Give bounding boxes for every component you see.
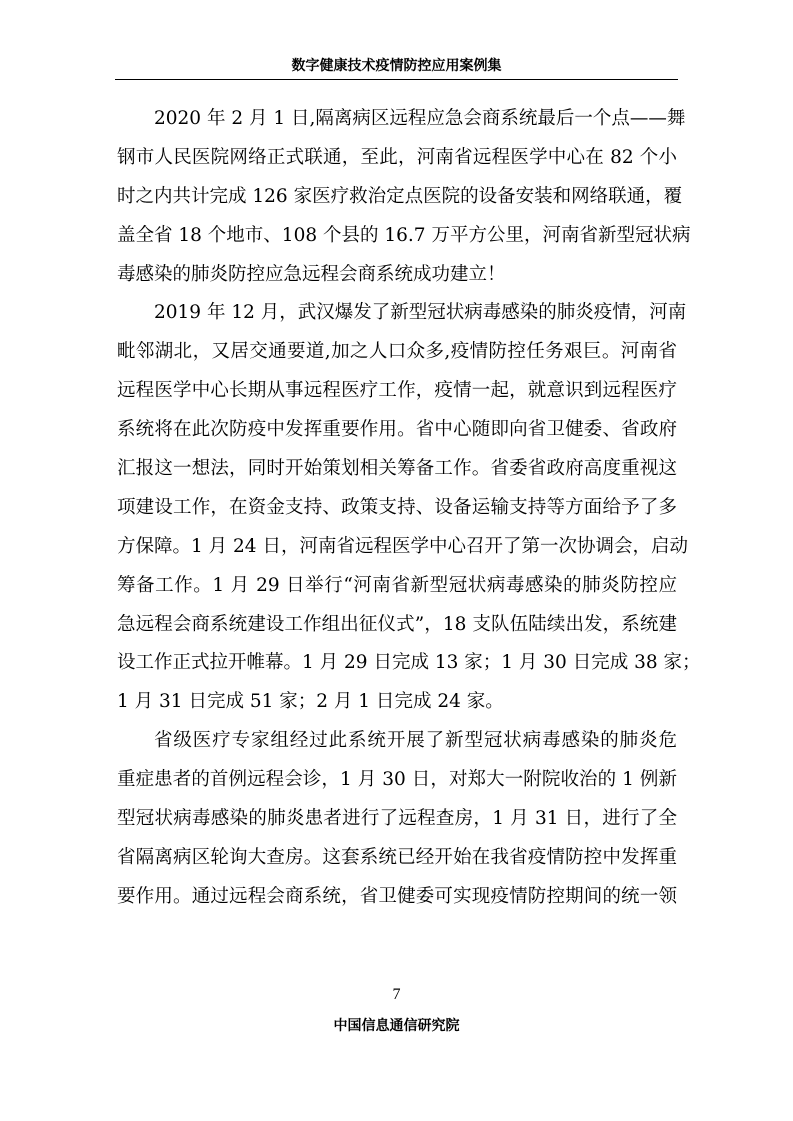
- text-line: 时之内共计完成 126 家医疗救治定点医院的设备安装和网络联通，覆: [117, 185, 683, 207]
- text-line: 汇报这一想法，同时开始策划相关筹备工作。省委省政府高度重视这: [117, 458, 677, 480]
- text-line: 1 月 31 日完成 51 家；2 月 1 日完成 24 家。: [117, 691, 504, 713]
- text-line: 2020 年 2 月 1 日,隔离病区远程应急会商系统最后一个点——舞: [154, 108, 686, 129]
- text-line: 毒感染的肺炎防控应急远程会商系统成功建立！: [117, 263, 506, 285]
- page-header-title: 数字健康技术疫情防控应用案例集: [291, 58, 502, 74]
- text-line: 设工作正式拉开帷幕。1 月 29 日完成 13 家；1 月 30 日完成 38 家；: [117, 652, 701, 674]
- paragraph-1: [117, 100, 691, 294]
- text-line: 钢市人民医院网络正式联通，至此，河南省远程医学中心在 82 个小: [117, 146, 677, 168]
- text-line: 盖全省 18 个地市、108 个县的 16.7 万平方公里，河南省新型冠状病: [117, 224, 691, 246]
- page-footer-organization: 中国信息通信研究院: [333, 1018, 460, 1034]
- paragraph-2: [117, 294, 701, 722]
- page-number: 7: [392, 986, 401, 1003]
- text-line: 毗邻湖北，又居交通要道,加之人口众多,疫情防控任务艰巨。河南省: [117, 341, 677, 363]
- paragraph-3: [117, 722, 677, 916]
- text-line: 方保障。1 月 24 日，河南省远程医学中心召开了第一次协调会，启动: [117, 535, 688, 557]
- text-line: 2019 年 12 月，武汉爆发了新型冠状病毒感染的肺炎疫情，河南: [154, 302, 687, 324]
- text-line: 型冠状病毒感染的肺炎患者进行了远程查房，1 月 31 日，进行了全: [117, 808, 677, 830]
- header-divider: [115, 79, 678, 80]
- text-line: 项建设工作，在资金支持、政策支持、设备运输支持等方面给予了多: [117, 496, 677, 518]
- text-line: 系统将在此次防疫中发挥重要作用。省中心随即向省卫健委、省政府: [117, 419, 677, 441]
- text-line: 远程医学中心长期从事远程医疗工作，疫情一起，就意识到远程医疗: [117, 380, 677, 402]
- document-body: [117, 100, 701, 917]
- text-line: 要作用。通过远程会商系统，省卫健委可实现疫情防控期间的统一领: [117, 885, 677, 907]
- text-line: 省级医疗专家组经过此系统开展了新型冠状病毒感染的肺炎危: [154, 730, 677, 752]
- text-line: 筹备工作。1 月 29 日举行“河南省新型冠状病毒感染的肺炎防控应: [117, 574, 677, 596]
- text-line: 急远程会商系统建设工作组出征仪式”，18 支队伍陆续出发，系统建: [117, 613, 677, 635]
- text-line: 省隔离病区轮询大查房。这套系统已经开始在我省疫情防控中发挥重: [117, 846, 677, 868]
- text-line: 重症患者的首例远程会诊，1 月 30 日，对郑大一附院收治的 1 例新: [117, 769, 677, 791]
